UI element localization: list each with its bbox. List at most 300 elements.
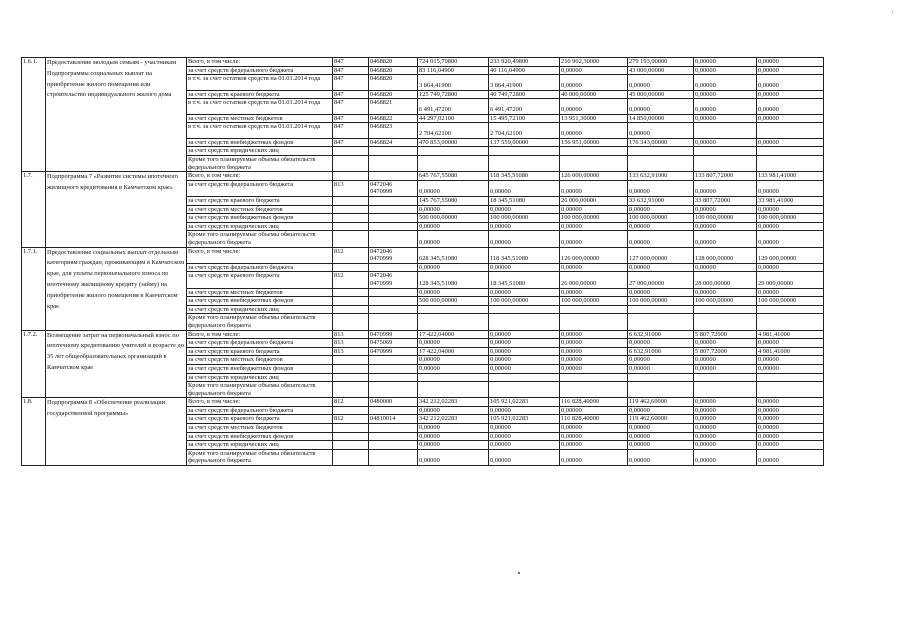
amount-cell: 105 921,02283 xyxy=(489,415,560,424)
amount-cell: 100 000,00000 xyxy=(489,297,560,306)
amount-cell: 137 559,00000 xyxy=(489,138,560,147)
target-article-code: 0470999 xyxy=(369,347,418,356)
grbs-code xyxy=(333,172,369,181)
amount-cell: 0,00000 xyxy=(489,288,560,297)
amount-cell: 342 212,02283 xyxy=(418,398,489,407)
section-number: 1.7.1. xyxy=(22,247,46,330)
section-number: 1.7. xyxy=(22,172,46,247)
amount-cell: 6 632,91000 xyxy=(628,347,694,356)
amount-cell: 0,00000 xyxy=(418,205,489,214)
amount-cell: 0,00000 xyxy=(489,205,560,214)
grbs-code xyxy=(333,382,369,398)
amount-cell xyxy=(418,156,489,172)
amount-cell: 0,00000 xyxy=(489,231,560,247)
amount-cell: 0,00000 xyxy=(694,415,757,424)
grbs-code xyxy=(333,373,369,382)
grbs-code: 812 xyxy=(333,398,369,407)
amount-cell: 0,00000 xyxy=(694,205,757,214)
funding-source: за счет средств федерального бюджета xyxy=(187,180,333,196)
amount-cell: 0,00000 xyxy=(694,441,757,450)
target-article-code: 0468820 xyxy=(369,75,418,91)
amount-cell: 0,00000 xyxy=(418,222,489,231)
amount-cell: 0,00000 xyxy=(628,222,694,231)
target-article-code xyxy=(369,222,418,231)
amount-cell: 116 828,40000 xyxy=(560,398,628,407)
amount-cell xyxy=(757,382,824,398)
amount-cell: 105 921,02283 xyxy=(489,398,560,407)
target-article-code xyxy=(369,156,418,172)
amount-cell: 210 902,30000 xyxy=(560,58,628,67)
target-article-code xyxy=(369,147,418,156)
amount-cell: 0,00000 xyxy=(560,406,628,415)
amount-cell: 0,00000 xyxy=(757,356,824,365)
amount-cell: 0,00000 xyxy=(757,339,824,348)
amount-cell: 18 345,51080 xyxy=(489,272,560,288)
table-row xyxy=(22,172,889,181)
grbs-code: 847 xyxy=(333,58,369,67)
target-article-code xyxy=(369,364,418,373)
funding-source: за счет средств юридических лиц xyxy=(187,305,333,314)
grbs-code: 847 xyxy=(333,138,369,147)
target-article-code: 0468824 xyxy=(369,138,418,147)
funding-source: Всего, в том числе: xyxy=(187,398,333,407)
amount-cell: 2 704,62100 xyxy=(418,123,489,139)
target-article-code xyxy=(369,297,418,306)
amount-cell: 279 193,00000 xyxy=(628,58,694,67)
amount-cell: 0,00000 xyxy=(757,415,824,424)
amount-cell xyxy=(757,373,824,382)
funding-source: Всего, в том числе: xyxy=(187,247,333,263)
amount-cell: 43 000,00000 xyxy=(628,66,694,75)
table-row xyxy=(22,58,889,67)
target-article-code: 0468820 xyxy=(369,66,418,75)
amount-cell: 0,00000 xyxy=(757,90,824,99)
target-article-code xyxy=(369,314,418,330)
amount-cell: 133 632,91000 xyxy=(628,172,694,181)
grbs-code: 847 xyxy=(333,66,369,75)
target-article-code xyxy=(369,205,418,214)
amount-cell: 0,00000 xyxy=(418,441,489,450)
grbs-code xyxy=(333,406,369,415)
amount-cell: 0,00000 xyxy=(489,449,560,465)
amount-cell: 0,00000 xyxy=(489,222,560,231)
amount-cell xyxy=(560,314,628,330)
amount-cell: 100 000,00000 xyxy=(694,214,757,223)
amount-cell: 0,00000 xyxy=(628,263,694,272)
amount-cell: 0,00000 xyxy=(418,406,489,415)
amount-cell: 0,00000 xyxy=(694,432,757,441)
amount-cell: 0,00000 xyxy=(694,406,757,415)
amount-cell: 0,00000 xyxy=(560,263,628,272)
amount-cell xyxy=(757,314,824,330)
amount-cell: 100 000,00000 xyxy=(489,214,560,223)
amount-cell: 0,00000 xyxy=(418,449,489,465)
amount-cell: 0,00000 xyxy=(628,356,694,365)
funding-source: за счет средств юридических лиц xyxy=(187,222,333,231)
amount-cell: 27 000,00000 xyxy=(628,272,694,288)
target-article-code xyxy=(369,305,418,314)
target-article-code xyxy=(369,231,418,247)
funding-source: за счет средств федерального бюджета xyxy=(187,406,333,415)
grbs-code xyxy=(333,263,369,272)
amount-cell: 0,00000 xyxy=(489,406,560,415)
funding-source: за счет средств местных бюджетов xyxy=(187,288,333,297)
funding-source: Всего, в том числе: xyxy=(187,330,333,339)
amount-cell: 0,00000 xyxy=(757,180,824,196)
amount-cell: 0,00000 xyxy=(757,263,824,272)
amount-cell: 40 000,00000 xyxy=(560,90,628,99)
amount-cell: 128 000,00000 xyxy=(694,247,757,263)
amount-cell xyxy=(489,305,560,314)
amount-cell: 0,00000 xyxy=(560,347,628,356)
amount-cell: 0,00000 xyxy=(757,398,824,407)
amount-cell: 29 000,00000 xyxy=(757,272,824,288)
target-article-code xyxy=(369,441,418,450)
amount-cell: 0,00000 xyxy=(489,424,560,433)
funding-source: за счет средств внебюджетных фондов xyxy=(187,214,333,223)
funding-source: за счет средств краевого бюджета xyxy=(187,347,333,356)
amount-cell: 0,00000 xyxy=(489,441,560,450)
amount-cell: 0,00000 xyxy=(628,231,694,247)
table-body xyxy=(22,58,889,466)
grbs-code xyxy=(333,364,369,373)
amount-cell: 17 422,04000 xyxy=(418,330,489,339)
grbs-code xyxy=(333,197,369,206)
target-article-code xyxy=(369,288,418,297)
grbs-code xyxy=(333,156,369,172)
funding-source: за счет средств местных бюджетов xyxy=(187,356,333,365)
amount-cell: 128 345,51080 xyxy=(418,272,489,288)
amount-cell xyxy=(694,147,757,156)
amount-cell xyxy=(560,156,628,172)
amount-cell: 0,00000 xyxy=(489,180,560,196)
target-article-code: 0470999 xyxy=(369,330,418,339)
amount-cell: 0,00000 xyxy=(757,58,824,67)
grbs-code xyxy=(333,356,369,365)
amount-cell: 6 491,47200 xyxy=(418,99,489,115)
amount-cell: 0,00000 xyxy=(694,66,757,75)
target-article-code: 0480000 xyxy=(369,398,418,407)
target-article-code: 0472046 0470999 xyxy=(369,180,418,196)
target-article-code: 0472046 0470999 xyxy=(369,272,418,288)
amount-cell: 0,00000 xyxy=(560,356,628,365)
amount-cell: 0,00000 xyxy=(694,424,757,433)
funding-source: Всего, в том числе: xyxy=(187,58,333,67)
funding-source: Всего, в том числе: xyxy=(187,172,333,181)
amount-cell: 0,00000 xyxy=(418,231,489,247)
section-name: Предоставление социальных выплат отдельным категориям граждан, проживающим в Камчатском крае, для уплаты первоначального взноса по ипотечному жилищному кредиту (займу) на приобретение жилого помещения в Камчатском крае xyxy=(46,247,187,330)
grbs-code xyxy=(333,214,369,223)
amount-cell: 4 981,41000 xyxy=(757,330,824,339)
amount-cell: 0,00000 xyxy=(560,205,628,214)
amount-cell: 500 000,00000 xyxy=(418,297,489,306)
funding-source: за счет средств юридических лиц xyxy=(187,441,333,450)
amount-cell: 0,00000 xyxy=(628,99,694,115)
amount-cell: 0,00000 xyxy=(418,288,489,297)
amount-cell: 15 495,72100 xyxy=(489,114,560,123)
amount-cell: 0,00000 xyxy=(560,222,628,231)
amount-cell: 0,00000 xyxy=(628,406,694,415)
target-article-code xyxy=(369,356,418,365)
amount-cell: 126 000,00000 xyxy=(560,247,628,263)
funding-source: за счет средств краевого бюджета xyxy=(187,415,333,424)
amount-cell xyxy=(489,373,560,382)
grbs-code: 812 xyxy=(333,272,369,288)
amount-cell: 233 920,49800 xyxy=(489,58,560,67)
amount-cell: 0,00000 xyxy=(694,398,757,407)
funding-source: за счет средств внебюджетных фондов xyxy=(187,364,333,373)
amount-cell xyxy=(694,305,757,314)
grbs-code: 847 xyxy=(333,75,369,91)
funding-source: за счет средств внебюджетных фондов xyxy=(187,432,333,441)
amount-cell: 0,00000 xyxy=(489,432,560,441)
amount-cell: 14 850,00000 xyxy=(628,114,694,123)
funding-source: за счет средств местных бюджетов xyxy=(187,205,333,214)
amount-cell: 119 462,60000 xyxy=(628,398,694,407)
amount-cell: 0,00000 xyxy=(757,424,824,433)
amount-cell: 0,00000 xyxy=(489,330,560,339)
amount-cell: 0,00000 xyxy=(489,356,560,365)
amount-cell: 5 807,72000 xyxy=(694,347,757,356)
amount-cell xyxy=(418,147,489,156)
amount-cell: 0,00000 xyxy=(628,441,694,450)
funding-source: за счет средств федерального бюджета xyxy=(187,66,333,75)
target-article-code xyxy=(369,214,418,223)
amount-cell: 0,00000 xyxy=(757,364,824,373)
amount-cell: 6 491,47200 xyxy=(489,99,560,115)
amount-cell xyxy=(418,314,489,330)
amount-cell: 0,00000 xyxy=(694,99,757,115)
amount-cell: 3 864,41900 xyxy=(489,75,560,91)
funding-source: за счет средств юридических лиц xyxy=(187,147,333,156)
target-article-code: 0472046 0470999 xyxy=(369,247,418,263)
grbs-code xyxy=(333,297,369,306)
amount-cell: 0,00000 xyxy=(757,205,824,214)
section-number: 1.8. xyxy=(22,398,46,466)
amount-cell: 0,00000 xyxy=(757,222,824,231)
amount-cell: 0,00000 xyxy=(757,75,824,91)
amount-cell: 0,00000 xyxy=(628,364,694,373)
funding-source: в т.ч. за счет остатков средств на 01.01.2014 года xyxy=(187,75,333,91)
amount-cell: 18 345,51080 xyxy=(489,197,560,206)
amount-cell: 0,00000 xyxy=(560,180,628,196)
grbs-code: 813 xyxy=(333,339,369,348)
amount-cell xyxy=(628,373,694,382)
funding-source: Кроме того планируемые объемы обязательств федерального бюджета xyxy=(187,449,333,465)
grbs-code: 812 xyxy=(333,415,369,424)
amount-cell: 127 000,00000 xyxy=(628,247,694,263)
amount-cell: 0,00000 xyxy=(560,123,628,139)
amount-cell: 0,00000 xyxy=(560,66,628,75)
amount-cell: 645 767,55080 xyxy=(418,172,489,181)
grbs-code: 813 xyxy=(333,180,369,196)
target-article-code xyxy=(369,197,418,206)
amount-cell xyxy=(489,156,560,172)
amount-cell xyxy=(694,156,757,172)
amount-cell: 0,00000 xyxy=(694,231,757,247)
amount-cell xyxy=(628,382,694,398)
target-article-code xyxy=(369,432,418,441)
amount-cell: 0,00000 xyxy=(628,205,694,214)
amount-cell: 0,00000 xyxy=(694,364,757,373)
grbs-code xyxy=(333,314,369,330)
amount-cell: 0,00000 xyxy=(560,449,628,465)
amount-cell: 0,00000 xyxy=(560,75,628,91)
amount-cell: 0,00000 xyxy=(418,424,489,433)
amount-cell: 0,00000 xyxy=(757,449,824,465)
funding-source: за счет средств внебюджетных фондов xyxy=(187,297,333,306)
amount-cell: 0,00000 xyxy=(694,58,757,67)
amount-cell: 0,00000 xyxy=(418,339,489,348)
amount-cell: 0,00000 xyxy=(757,432,824,441)
amount-cell: 0,00000 xyxy=(628,449,694,465)
target-article-code xyxy=(369,449,418,465)
amount-cell: 0,00000 xyxy=(560,364,628,373)
amount-cell xyxy=(757,156,824,172)
amount-cell: 0,00000 xyxy=(694,288,757,297)
amount-cell: 100 000,00000 xyxy=(560,214,628,223)
funding-source: за счет средств юридических лиц xyxy=(187,373,333,382)
grbs-code: 847 xyxy=(333,99,369,115)
amount-cell: 0,00000 xyxy=(628,75,694,91)
amount-cell: 0,00000 xyxy=(694,222,757,231)
target-article-code: 0468820 xyxy=(369,58,418,67)
amount-cell: 100 000,00000 xyxy=(628,297,694,306)
section-name: Предоставление молодым семьям - участникам Подпрограммы социальных выплат на приобретение жилого помещения или строительство индивидуального жилого дома xyxy=(46,58,187,172)
amount-cell: 118 345,51080 xyxy=(489,247,560,263)
amount-cell: 0,00000 xyxy=(694,449,757,465)
funding-source: за счет средств федерального бюджета xyxy=(187,339,333,348)
amount-cell: 0,00000 xyxy=(560,432,628,441)
amount-cell: 0,00000 xyxy=(560,339,628,348)
grbs-code: 812 xyxy=(333,247,369,263)
amount-cell: 133 981,41000 xyxy=(757,172,824,181)
amount-cell: 116 828,40000 xyxy=(560,415,628,424)
amount-cell: 0,00000 xyxy=(418,263,489,272)
funding-source: за счет средств федерального бюджета xyxy=(187,263,333,272)
target-article-code: 0468821 xyxy=(369,99,418,115)
target-article-code: 0475069 xyxy=(369,339,418,348)
amount-cell: 0,00000 xyxy=(489,364,560,373)
amount-cell xyxy=(489,382,560,398)
amount-cell: 0,00000 xyxy=(757,114,824,123)
grbs-code xyxy=(333,449,369,465)
amount-cell: 0,00000 xyxy=(757,441,824,450)
funding-source: Кроме того планируемые объемы обязательств федерального бюджета xyxy=(187,314,333,330)
amount-cell xyxy=(560,373,628,382)
target-article-code: 0468820 xyxy=(369,90,418,99)
amount-cell: 100 000,00000 xyxy=(757,297,824,306)
amount-cell: 0,00000 xyxy=(757,138,824,147)
stray-mark xyxy=(892,12,893,13)
funding-source: Кроме того планируемые объемы обязательств федерального бюджета xyxy=(187,382,333,398)
amount-cell xyxy=(489,314,560,330)
amount-cell: 0,00000 xyxy=(418,364,489,373)
funding-source: за счет средств местных бюджетов xyxy=(187,114,333,123)
amount-cell: 2 704,62100 xyxy=(489,123,560,139)
grbs-code: 847 xyxy=(333,114,369,123)
funding-source: Кроме того планируемые объемы обязательств федерального бюджета xyxy=(187,156,333,172)
amount-cell: 100 000,00000 xyxy=(628,214,694,223)
amount-cell: 28 000,00000 xyxy=(694,272,757,288)
amount-cell: 0,00000 xyxy=(694,138,757,147)
grbs-code xyxy=(333,288,369,297)
amount-cell: 0,00000 xyxy=(418,432,489,441)
funding-source: Кроме того планируемые объемы обязательств федерального бюджета xyxy=(187,231,333,247)
section-name: Возмещение затрат на первоначальный взнос по ипотечному кредитованию учителей в возрасте до 35 лет общеобразовательных организаций в Камчатском крае xyxy=(46,330,187,398)
amount-cell: 0,00000 xyxy=(694,90,757,99)
funding-source: в т.ч. за счет остатков средств на 01.01.2014 года xyxy=(187,99,333,115)
amount-cell: 724 015,79800 xyxy=(418,58,489,67)
amount-cell: 0,00000 xyxy=(694,75,757,91)
amount-cell: 0,00000 xyxy=(418,180,489,196)
amount-cell: 100 000,00000 xyxy=(560,297,628,306)
amount-cell: 628 345,51080 xyxy=(418,247,489,263)
amount-cell: 0,00000 xyxy=(560,231,628,247)
amount-cell: 0,00000 xyxy=(694,263,757,272)
amount-cell: 26 000,00000 xyxy=(560,197,628,206)
amount-cell: 500 000,00000 xyxy=(418,214,489,223)
amount-cell: 0,00000 xyxy=(489,339,560,348)
amount-cell: 0,00000 xyxy=(489,263,560,272)
target-article-code xyxy=(369,263,418,272)
amount-cell xyxy=(560,147,628,156)
amount-cell xyxy=(628,147,694,156)
grbs-code xyxy=(333,424,369,433)
section-name: Подпрограмма 8 «Обеспечение реализации государственной программы» xyxy=(46,398,187,466)
amount-cell xyxy=(560,382,628,398)
amount-cell: 0,00000 xyxy=(560,424,628,433)
amount-cell xyxy=(628,156,694,172)
amount-cell: 13 951,30000 xyxy=(560,114,628,123)
target-article-code: 04810014 xyxy=(369,415,418,424)
amount-cell: 3 864,41900 xyxy=(418,75,489,91)
amount-cell: 4 981,41000 xyxy=(757,347,824,356)
amount-cell: 156 951,00000 xyxy=(560,138,628,147)
amount-cell: 0,00000 xyxy=(489,347,560,356)
funding-source: за счет средств внебюджетных фондов xyxy=(187,138,333,147)
section-number: 1.6.1. xyxy=(22,58,46,172)
amount-cell: 0,00000 xyxy=(757,288,824,297)
amount-cell xyxy=(757,123,824,139)
target-article-code xyxy=(369,406,418,415)
grbs-code: 847 xyxy=(333,90,369,99)
amount-cell: 133 807,72000 xyxy=(694,172,757,181)
grbs-code xyxy=(333,305,369,314)
amount-cell xyxy=(628,314,694,330)
funding-source: за счет средств краевого бюджета xyxy=(187,90,333,99)
amount-cell: 118 345,51080 xyxy=(489,172,560,181)
funding-source: в т.ч. за счет остатков средств на 01.01.2014 года xyxy=(187,123,333,139)
amount-cell: 100 000,00000 xyxy=(694,297,757,306)
budget-table xyxy=(21,57,889,466)
amount-cell: 176 343,00000 xyxy=(628,138,694,147)
amount-cell: 40 749,72800 xyxy=(489,90,560,99)
amount-cell xyxy=(628,305,694,314)
amount-cell xyxy=(694,373,757,382)
amount-cell: 0,00000 xyxy=(628,180,694,196)
grbs-code xyxy=(333,432,369,441)
amount-cell: 0,00000 xyxy=(560,99,628,115)
funding-source: за счет средств краевого бюджета xyxy=(187,272,333,288)
stray-mark xyxy=(518,572,520,574)
amount-cell xyxy=(489,147,560,156)
amount-cell: 0,00000 xyxy=(628,339,694,348)
amount-cell: 33 807,72000 xyxy=(694,197,757,206)
target-article-code xyxy=(369,424,418,433)
amount-cell: 145 767,55080 xyxy=(418,197,489,206)
amount-cell: 0,00000 xyxy=(694,339,757,348)
